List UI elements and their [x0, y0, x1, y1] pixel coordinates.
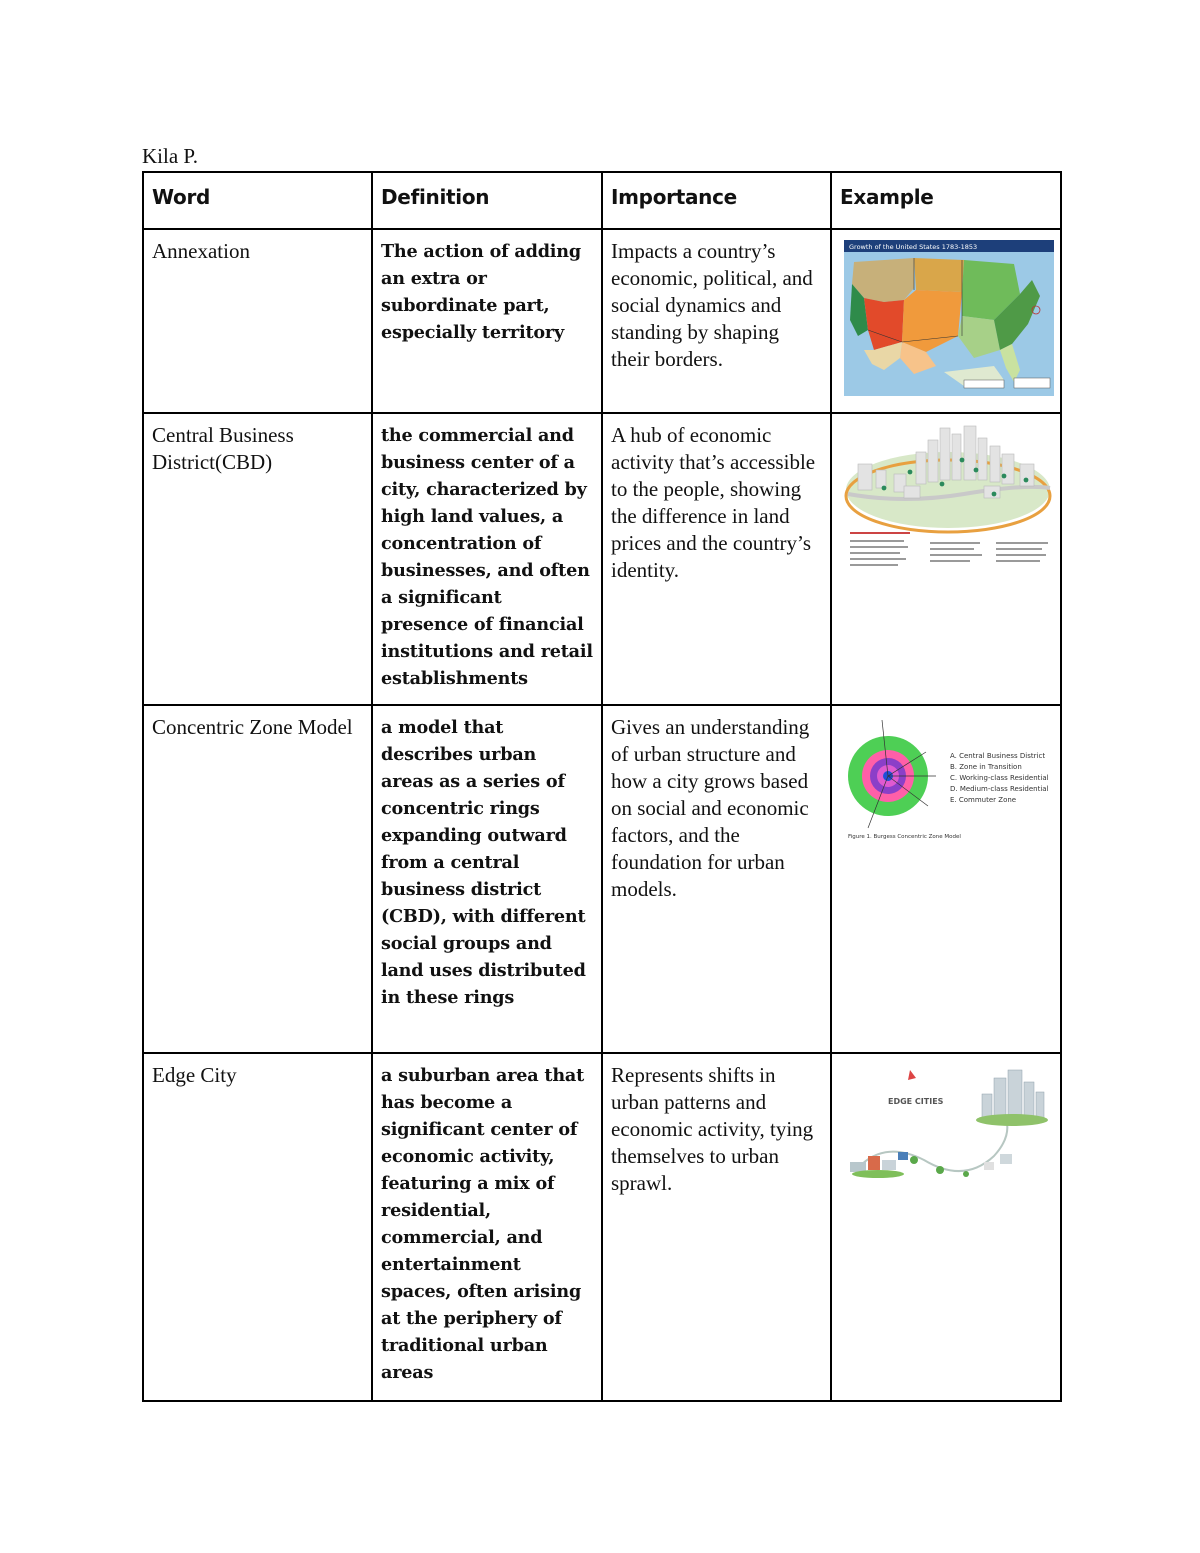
zone-figure-caption: Figure 1. Burgess Concentric Zone Model	[848, 834, 961, 840]
zone-legend-e: E. Commuter Zone	[950, 796, 1017, 804]
cbd-city-model-image	[844, 424, 1056, 584]
edge-cities-illustration-image	[844, 1064, 1056, 1194]
table-header-row	[143, 172, 1061, 229]
concentric-zone-diagram-image	[844, 716, 1056, 846]
definition-cell: The action of adding an extra or subordinate part, especially territory	[372, 229, 602, 413]
definition-cell: the commercial and business center of a city, characterized by high land values, a concentration of businesses, and often a significant presence of financial institutions and retail establishments	[372, 413, 602, 705]
example-cell	[831, 1053, 1061, 1401]
example-cell	[831, 413, 1061, 705]
zone-legend-b: B. Zone in Transition	[950, 763, 1022, 771]
word-cell: Annexation	[143, 229, 372, 413]
zone-legend-c: C. Working-class Residential	[950, 774, 1049, 782]
word-cell: Central Business District(CBD)	[143, 413, 372, 705]
table-row	[143, 705, 1061, 1053]
importance-cell: Gives an understanding of urban structure and how a city grows based on social and economic factors, and the foundation for urban models.	[602, 705, 831, 1053]
example-cell	[831, 705, 1061, 1053]
header-definition: Definition	[372, 172, 602, 229]
map-title: Growth of the United States 1783-1853	[849, 243, 978, 251]
author-name: Kila P.	[142, 144, 199, 168]
table-row	[143, 1053, 1061, 1401]
word-cell: Concentric Zone Model	[143, 705, 372, 1053]
us-territorial-growth-map-image	[844, 240, 1054, 396]
word-cell: Edge City	[143, 1053, 372, 1401]
header-example: Example	[831, 172, 1061, 229]
importance-cell: Impacts a country’s economic, political, and social dynamics and standing by shaping their borders.	[602, 229, 831, 413]
definition-cell: a model that describes urban areas as a series of concentric rings expanding outward from a central business district (CBD), with different social groups and land uses distributed in these rings	[372, 705, 602, 1053]
importance-cell: Represents shifts in urban patterns and economic activity, tying themselves to urban sprawl.	[602, 1053, 831, 1401]
importance-cell: A hub of economic activity that’s accessible to the people, showing the difference in land prices and the country’s identity.	[602, 413, 831, 705]
zone-legend-d: D. Medium-class Residential	[950, 785, 1049, 793]
table-row	[143, 413, 1061, 705]
table-row	[143, 229, 1061, 413]
vocabulary-table	[142, 171, 1062, 1402]
definition-cell: a suburban area that has become a significant center of economic activity, featuring a mix of residential, commercial, and entertainment spaces, often arising at the periphery of traditional urban areas	[372, 1053, 602, 1401]
zone-legend-a: A. Central Business District	[950, 752, 1046, 760]
header-importance: Importance	[602, 172, 831, 229]
header-word: Word	[143, 172, 372, 229]
example-cell	[831, 229, 1061, 413]
edge-cities-title: EDGE CITIES	[888, 1097, 944, 1106]
